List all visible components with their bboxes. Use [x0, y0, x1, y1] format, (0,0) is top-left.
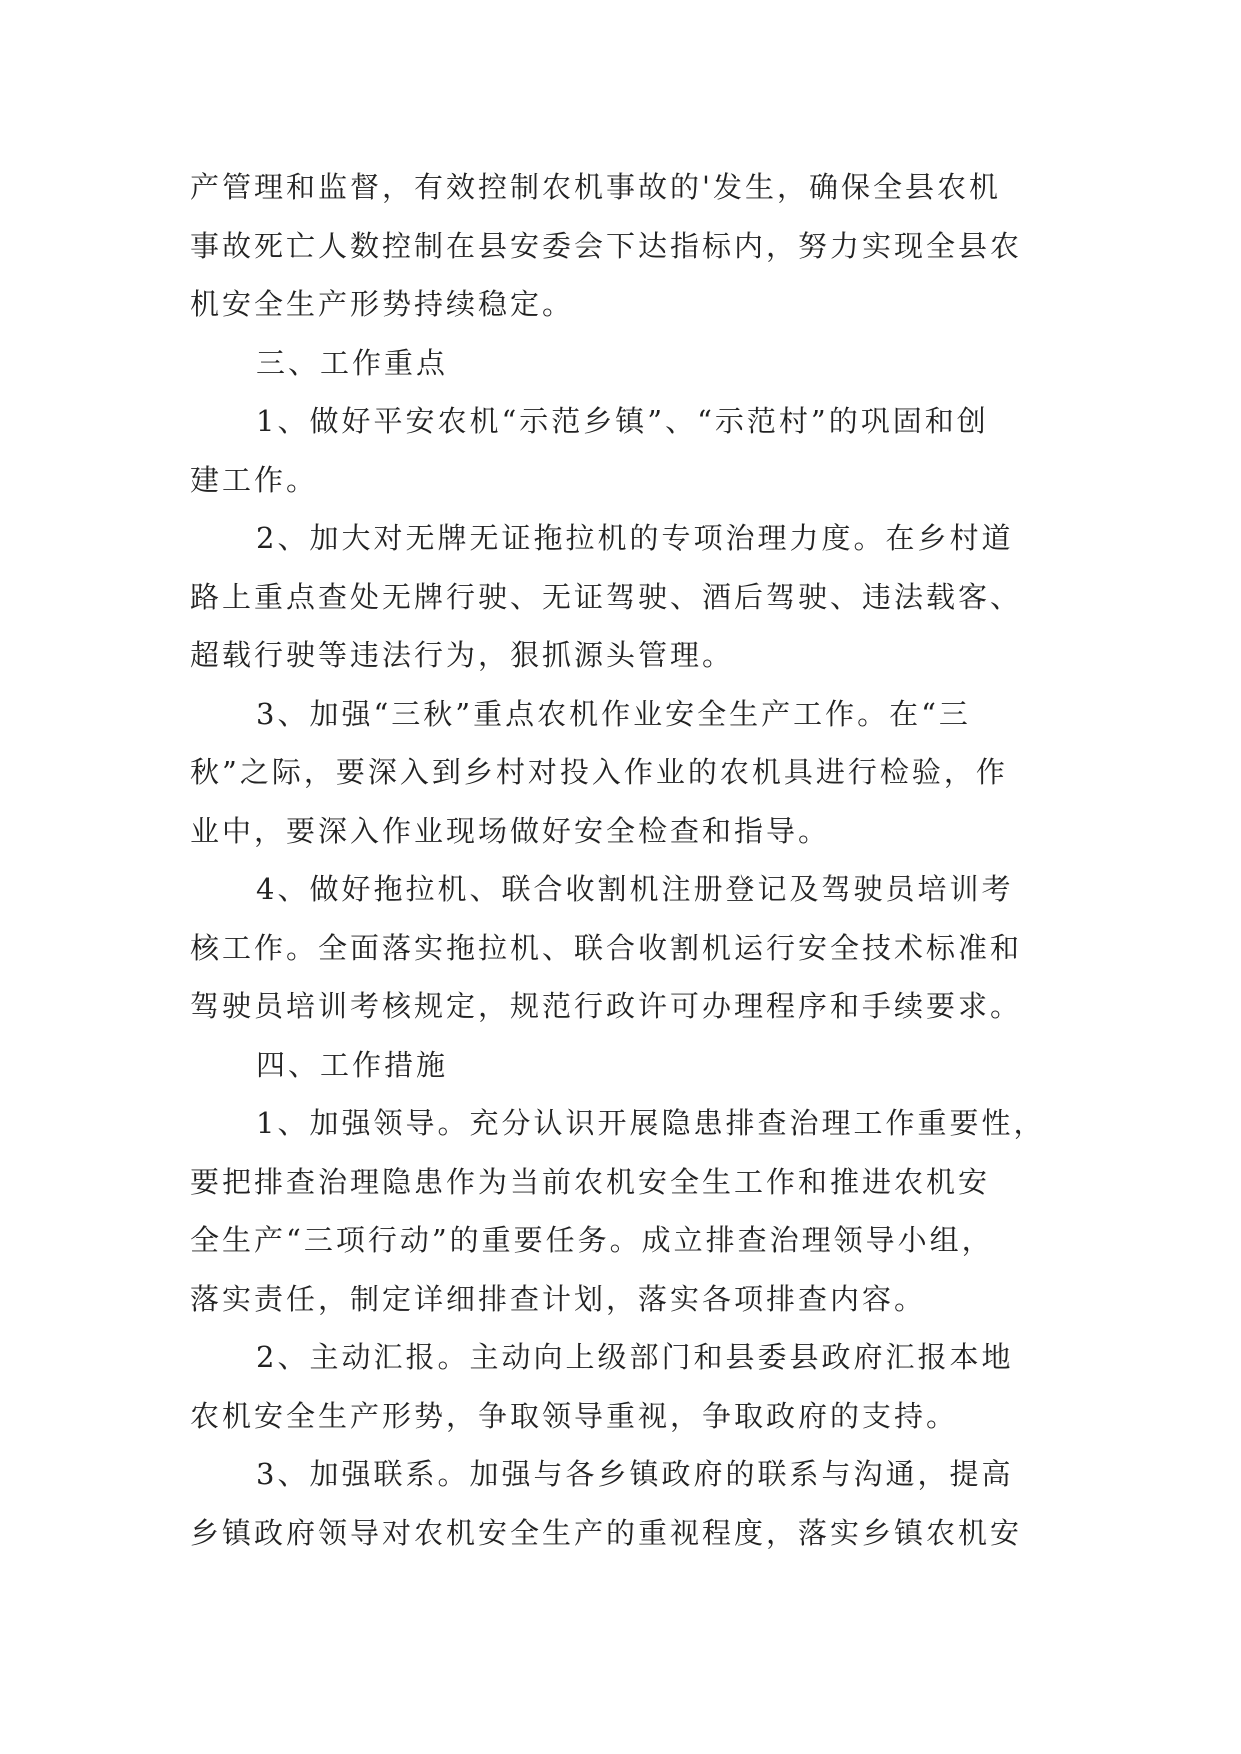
text-line: 超载行驶等违法行为，狠抓源头管理。 — [190, 638, 735, 672]
text-line: 产管理和监督，有效控制农机事故的'发生，确保全县农机 — [190, 170, 1001, 204]
text-line: 业中，要深入作业现场做好安全检查和指导。 — [190, 813, 831, 848]
text-line: 驾驶员培训考核规定，规范行政许可办理程序和手续要求。 — [190, 989, 1023, 1023]
text-line: 1、做好平安农机“示范乡镇”、“示范村”的巩固和创 — [256, 404, 989, 438]
section-heading: 三、工作重点 — [256, 345, 449, 380]
text-line: 2、加大对无牌无证拖拉机的专项治理力度。在乡村道 — [256, 521, 1014, 555]
text-line: 核工作。全面落实拖拉机、联合收割机运行安全技术标准和 — [190, 930, 1023, 965]
text-line: 3、加强联系。加强与各乡镇政府的联系与沟通，提高 — [256, 1457, 1014, 1491]
text-line: 事故死亡人数控制在县安委会下达指标内，努力实现全县农 — [190, 228, 1023, 263]
text-line: 1、加强领导。充分认识开展隐患排查治理工作重要性， — [256, 1106, 1046, 1140]
text-line: 4、做好拖拉机、联合收割机注册登记及驾驶员培训考 — [256, 872, 1014, 906]
text-line: 建工作。 — [190, 462, 319, 497]
text-line: 要把排查治理隐患作为当前农机安全生工作和推进农机安 — [190, 1164, 991, 1199]
document-body — [190, 158, 1050, 1562]
section-heading: 四、工作措施 — [256, 1047, 449, 1082]
text-line: 秋”之际，要深入到乡村对投入作业的农机具进行检验，作 — [190, 755, 1008, 789]
text-line: 落实责任，制定详细排查计划，落实各项排查内容。 — [190, 1281, 927, 1316]
text-line: 3、加强“三秋”重点农机作业安全生产工作。在“三 — [256, 696, 971, 731]
text-line: 机安全生产形势持续稳定。 — [190, 287, 575, 321]
text-line: 2、主动汇报。主动向上级部门和县委县政府汇报本地 — [256, 1340, 1014, 1374]
text-line: 农机安全生产形势，争取领导重视，争取政府的支持。 — [190, 1398, 959, 1433]
text-line: 全生产“三项行动”的重要任务。成立排查治理领导小组， — [190, 1223, 994, 1257]
text-line: 路上重点查处无牌行驶、无证驾驶、酒后驾驶、违法载客、 — [190, 579, 1023, 614]
text-line: 乡镇政府领导对农机安全生产的重视程度，落实乡镇农机安 — [190, 1515, 1023, 1550]
